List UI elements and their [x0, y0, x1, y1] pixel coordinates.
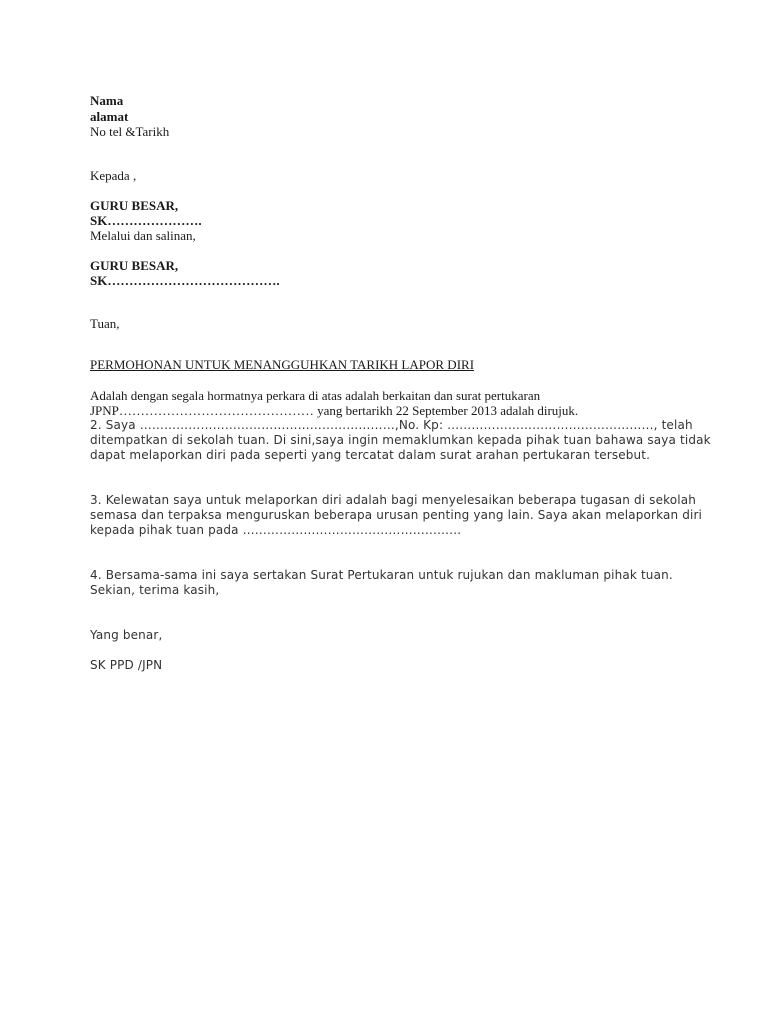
recipient-via: Melalui dan salinan,: [90, 228, 196, 243]
paragraph-2-line-3: dapat melaporkan diri pada seperti yang tercatat dalam surat arahan pertukaran tersebut.: [90, 448, 651, 462]
salutation: Tuan,: [90, 316, 120, 331]
paragraph-2-line-1: 2. Saya ………………………………………………………,No. Kp: ……………………………………………, telah: [90, 418, 693, 432]
paragraph-1-line-2: JPNP……………………………………… yang bertarikh 22 September 2013 adalah dirujuk.: [90, 403, 579, 418]
closing-sign-off: Yang benar,: [90, 628, 163, 642]
paragraph-1-line-1: Adalah dengan segala hormatnya perkara di atas adalah berkaitan dan surat pertukaran: [90, 388, 541, 403]
recipient-school-1: SK………………….: [90, 213, 202, 228]
sender-name: Nama: [90, 93, 124, 108]
recipient-to-label: Kepada ,: [90, 168, 137, 183]
closing-cc: SK PPD /JPN: [90, 658, 163, 672]
recipient-school-2: SK………………………………….: [90, 273, 280, 288]
paragraph-4-line-1: 4. Bersama-sama ini saya sertakan Surat Pertukaran untuk rujukan dan makluman pihak tuan.: [90, 568, 673, 582]
subject-heading: PERMOHONAN UNTUK MENANGGUHKAN TARIKH LAPOR DIRI: [90, 357, 475, 372]
recipient-principal-1: GURU BESAR,: [90, 198, 179, 213]
paragraph-3-line-1: 3. Kelewatan saya untuk melaporkan diri adalah bagi menyelesaikan beberapa tugasan di sekolah: [90, 493, 697, 507]
paragraph-3-line-3: kepada pihak tuan pada ………………………………………………: [90, 523, 462, 537]
sender-address: alamat: [90, 109, 129, 124]
recipient-principal-2: GURU BESAR,: [90, 258, 179, 273]
sender-tel-date: No tel &Tarikh: [90, 124, 170, 139]
paragraph-4-line-2: Sekian, terima kasih,: [90, 583, 220, 597]
paragraph-2-line-2: ditempatkan di sekolah tuan. Di sini,saya ingin memaklumkan kepada pihak tuan bahawa saya tidak: [90, 433, 711, 447]
paragraph-3-line-2: semasa dan terpaksa menguruskan beberapa urusan penting yang lain. Saya akan melaporkan diri: [90, 508, 703, 522]
